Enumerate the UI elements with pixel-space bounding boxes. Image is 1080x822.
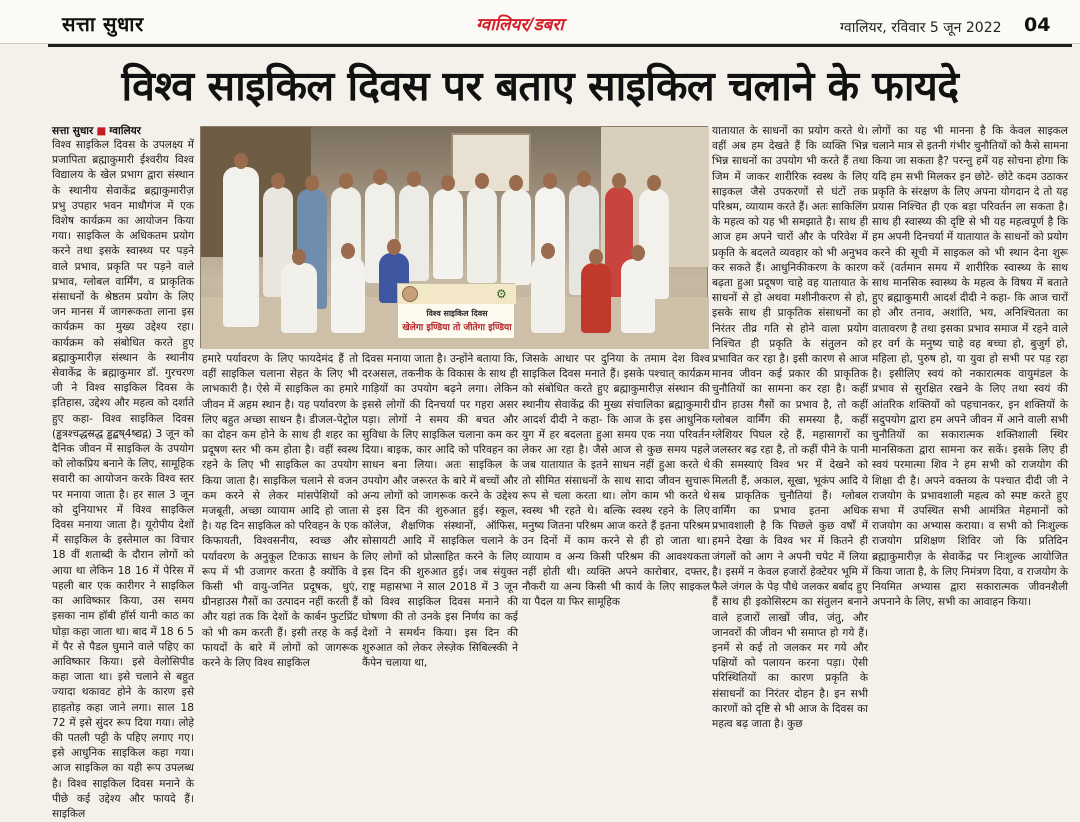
photo-person — [281, 263, 317, 333]
photo-person-head — [475, 173, 489, 189]
page-number: 04 — [1024, 14, 1051, 36]
photo-person — [581, 263, 611, 333]
dateline: ग्वालियर, रविवार 5 जून 2022 — [840, 20, 1002, 36]
article-column-4: जिसके आधार पर दुनिया के तमाम देश विश्व साइकिल दिवस मनाते हैं। इसके पश्चात् कार्यक्रम को संबोधित करते हुए ब्रह्माकुमारीज़ संस्थान की स्थानीय सेवाकेंद्र की मुख्य संचालिका ब्रह्माकुमारी आदर्श दीदी ने कहा- कि आज के इस आधुनिक युग में हर बदलता हुआ समय एक नया परिवर्तन लेकर आ रहा है। जैसे आज से कुछ समय पहले जब यातायात के इतने साधन नहीं हुआ करते थे तो सीमित संसाधनों के साथ सादा जीवन सुचारू रूप से चला करता था। लोग काम भी करते थे स्वस्थ भी रहते थे। बल्कि स्वस्थ रहने के लिए मनुष्य जितना परिश्रम आज करते हैं इतना परिश्रम उन दिनों में काम करने से ही हो जाता था। व्यायाम व अन्य किसी परिश्रम की आवश्यकता नहीं होती थी। व्यक्ति अपने कारोबार, दफ्तर, नौकरी या अन्य किसी भी कार्य के लिए साइकल या पैदल या फिर सामूहिक — [522, 353, 710, 609]
photo-person-head — [234, 153, 248, 169]
photo-person-head — [543, 173, 557, 189]
photo-person-head — [407, 171, 421, 187]
article-headline: विश्व साइकिल दिवस पर बताए साइकिल चलाने के फायदे — [121, 62, 959, 110]
photo-person-head — [292, 249, 306, 265]
page-header — [0, 0, 1080, 44]
article-column-6: लोगों का यह भी मानना है कि केवल साइकल चलाने मात्र से इतनी गंभीर चुनौतियों को कैसे सामना किया जा सकता है? परन्तु हमें यह सोचना होगा कि यदि हम सभी मिलकर इन छोटे- छोटे कदम उठाकर प्रकृति के संरक्षण के लिए अपना योगदान दे तो यह प्रयास निश्चित ही एक बड़ा परिवर्तन ला सकता है। साथ ही स्वास्थ्य की दृष्टि से भी यह महत्वपूर्ण है कि हम अपनी दिनचर्या में यातायात के साधनों को प्रयोग करने की सूची में साइकल को भी स्थान देना शुरू करें (वर्तमान समय में शारीरिक स्वास्थ्य के साथ साथ मानसिक स्वास्थ्य के महत्व के विषय में बताते हुए ब्रह्माकुमारी आदर्श दीदी ने कहा- कि आज चारों हो और तनाव, अशांति, भय, अनिश्चितता का वातावरण है तथा इसका प्रभाव समाज में रहने वाले हर वर्ग के मनुष्य चाहे वह बच्चा हो, बुजुर्ग हो, महिला हो, पुरुष हो, या युवा हो सभी पर पड़ रहा है। इसीलिए स्वयं को नकारात्मक वायुमंडल के प्रभाव से सुरक्षित रखने के लिए तथा स्वयं की आंतरिक शक्तियों को पहचानकर, इन शक्तियों के सदुपयोग द्वारा हम अपने जीवन में आने वाली सभी चुनौतियों का सकारात्मक शक्तिशाली स्थिर मानसिकता द्वारा सामना कर सकें। इसके लिए ही स्वयं परमात्मा शिव ने हम सभी को राजयोग की शिक्षा दी है। अपने वक्तव्य के पश्चात दीदी जी ने राजयोग के प्रभावशाली महत्व को स्पष्ट करते हुए सभा में उपस्थित सभी आमंत्रित मेहमानों को राजयोग का अभ्यास कराया। व सभी को निःशुल्क राजयोग प्रशिक्षण शिविर जो कि प्रतिदिन ब्रह्माकुमारीज़ के सेवाकेंद्र पर निःशुल्क आयोजित किया जाता है, के लिए निमंत्रण दिया, व राजयोग के नियमित अभ्यास द्वारा सकारात्मक जीवनशैली अपनाने के लिए, सभी का आवाहन किया। — [872, 125, 1068, 609]
photo-person-head — [373, 169, 387, 185]
photo-person-head — [305, 175, 319, 191]
photo-person-head — [612, 173, 626, 189]
photo-person — [433, 189, 463, 279]
photo-person — [467, 187, 497, 283]
photo-person-head — [577, 171, 591, 187]
photo-person — [621, 259, 655, 333]
banner-title: विश्व साइकिल दिवस — [426, 309, 488, 318]
photo-person-head — [631, 245, 645, 261]
photo-person-head — [441, 175, 455, 191]
byline-city: ग्वालियर — [109, 125, 141, 137]
header-rule — [48, 44, 1072, 47]
masthead-logo: सत्ता सुधार — [62, 12, 144, 36]
article-column-3: दिवस मनाया जाता है। उन्होंने बताया कि, दरअसल, तकनीक के विकास के साथ ही गाड़ियों का उपयोग बढ़ने लगा। लेकिन इससे लोगों की दिनचर्या पर गहरा असर पड़ा। लोगों ने समय की बचत और सुविधा के लिए साइकिल चलाना कम कर दिया। बाइक, कार आदि को परिवहन का साधन बना लिया। अतः साइकिल के उपयोग और जरूरत के बारे में बच्चों और अन्य लोगों को जागरूक करने के उद्देश्य से इस दिन की शुरुआत हुई। स्कूल, कॉलेज, शैक्षणिक संस्थानों, ऑफिस, सोसायटी आदि में साइकिल चलाने के लिए लोगों को प्रोत्साहित करने के लिए इस दिन की शुरुआत हुई। जब संयुक्त राष्ट्र महासभा ने साल 2018 में 3 जून को विश्व साइकिल दिवस मनाने की घोषणा की तो उनके इस निर्णय का कई देशों ने समर्थन किया। इस दिन की शुरुआत को लेकर लेस्ज़ेक सिबिल्स्की ने कैंपेन चलाया था, — [362, 353, 518, 670]
photo-person-head — [341, 243, 355, 259]
bicycle-icon: ⚙ — [496, 287, 507, 301]
photo-person-head — [387, 239, 401, 255]
photo-person-head — [541, 243, 555, 259]
photo-person-head — [271, 173, 285, 189]
photo-person-head — [647, 175, 661, 191]
photo-person-head — [589, 249, 603, 265]
byline-separator: ■ — [96, 125, 107, 137]
byline-source: सत्ता सुधार — [52, 125, 94, 137]
article-photo — [200, 126, 708, 348]
article-column-2: हमारे पर्यावरण के लिए फायदेमंद हैं तो वहीं साइकिल चलाना सेहत के लिए भी लाभकारी है। ऐसे में साइकिल का हमारे जीवन में अहम स्थान है। यह पर्यावरण के लिए बहुत अच्छा साधन है। डीजल-पेट्रोल का दोहन कम होने के साथ ही शहर का प्रदूषण स्तर भी कम होता है। वहीं स्वस्थ रहने के लिए भी साइकिल का उपयोग किया जाता है। साइकिल चलाने से वजन कम करने से लेकर मांसपेशियों को मजबूती, अच्छा व्यायाम आदि हो जाता है। यह दिन साइकिल को परिवहन के एक किफायती, विश्वसनीय, स्वच्छ और पर्यावरण के अनुकूल टिकाऊ साधन के रूप में भी उजागर करता है क्योंकि वे किसी भी वायु-जनित प्रदूषक, धुएं, ग्रीनहाउस गैसों का उत्पादन नहीं करती हैं और यहां तक कि देशों के कार्बन फुटप्रिंट को भी कम करती हैं। इसी तरह के कई फायदों के बारे में लोगों को जागरूक करने के लिए विश्व साइकिल — [202, 353, 358, 670]
photo-person-head — [339, 173, 353, 189]
photo-person-head — [509, 175, 523, 191]
banner-slogan: खेलेगा इण्डिया तो जीतेगा इण्डिया — [402, 323, 512, 333]
section-name: ग्वालियर/डबरा — [476, 15, 564, 35]
byline — [52, 124, 141, 138]
article-column-5: यातायात के साधनों का प्रयोग करते थे। वहीं अब हम देखते हैं कि व्यक्ति भिन्न भिन्न साधनों का उपयोग भी करते हैं तथा जिम में जाकर शारीरिक स्वस्थ के लिए साइकल जैसे उपकरणों से घंटों तक परिश्रम, व्यायाम करते हैं। अतः साकिलिंग के महत्व को यह भी समझाते है। साथ ही आज हम अपने चारों और के परिवेश में प्रकृति के बदलते व्यवहार को भी अनुभव कर सकते हैं। आधुनिकीकरण के कारण बढ़ता हुआ प्रदूषण चाहे वह यातायात के साधनों से हो अथवा मशीनीकरण से हो, इसके साथ ही प्राकृतिक संसाधनों का निरंतर तीव्र गति से होने वाला प्रयोग निश्चित ही प्रकृति के संतुलन को प्रभावित कर रहा है। इसी कारण से आज मानव जीवन कई प्रकार की प्राकृतिक चुनौतियों का सामना कर रहा है। कहीं ग्रीन हाउस गैसों का प्रभाव है, तो कहीं ग्लोबल वार्मिंग की समस्या है, कहीं ग्लेशियर पिघल रहे हैं, महासागरों का जलस्तर बढ़ रहा है, तो कहीं पीने के पानी की समस्याएं विश्व भर में देखने को मिलती हैं, अकाल, सूखा, भूकंप आदि ये सब प्राकृतिक चुनौतियां हैं। ग्लोबल वार्मिंग का प्रभाव इतना अधिक प्रभावशाली है कि पिछले कुछ वर्षों में हमने देखा के विश्व भर में कितने ही जंगलों को आग ने अपनी चपेट में लिया है। इसमें न केवल हजारों हेक्टेयर भूमि में फैले जंगल के पेड़ पौधे जलकर बर्बाद हुए हैं साथ ही इकोसिस्टम का संतुलन बनाने वाले हजारों लाखों जीव, जंतु, और जानवरों की जीवन भी समाप्त हो गये हैं। इनमें से कई तो जलकर मर गये और पक्षियों को पलायन करना पड़ा। ऐसी परिस्थितियों का कारण प्रकृति के संसाधनों का निरंतर दोहन है। इन सभी कारणों को दृष्टि से भी आज के दिवस का महत्व बढ़ जाता है। कुछ — [712, 125, 868, 730]
photo-person — [223, 167, 259, 327]
article-column-1: विश्व साइकिल दिवस के उपलक्ष्य में प्रजापिता ब्रह्माकुमारी ईश्वरीय विश्व विद्यालय के खेल प्रभाग द्वारा संस्थान के स्थानीय सेवाकेंद्र ब्रह्माकुमारीज़ प्रभु उपहार भवन माधौगंज में एक विशेष कार्यक्रम का आयोजन किया गया। साइकिल के अधिकतम प्रयोग करने तथा इसके स्वास्थ्य पर पड़ने वाले प्रभाव, प्रकृति पर पड़ने वाले प्रभाव, ग्लोबल वार्मिंग, व प्राकृतिक संसाधनों के श्रेष्ठतम प्रयोग के लिए जन मानस में जागरूकता लाना इस कार्यक्रम का मुख्य उद्देश्य रहा। कार्यक्रम को संबोधित करते हुए ब्रह्माकुमारीज़ संस्थान के स्थानीय सेवाकेंद्र के ब्रह्माकुमार डॉ. गुरचरण जी ने विश्व साइकिल दिवस के इतिहास, उद्देश्य और महत्व को दर्शाते हुए कहा- विश्व साइकिल दिवस (ड्ढत्रश्चद्धस्रद्ध ड्ढद्बष्4ष्द्यद्ग) 3 जून को दैनिक जीवन में साइकिल के उपयोग को लोकप्रिय बनाने के लिए, सामूहिक सवारी का आयोजन करके विश्व स्तर पर मनाया जाता है। हर साल 3 जून को दुनियाभर में विश्व साइकिल दिवस मनाया जाता है। यूरोपीय देशों में साइकिल के इस्तेमाल का विचार 18 वीं शताब्दी के दौरान लोगों को आया था लेकिन 18 16 में पेरिस में पहली बार एक कारीगर ने साइकिल का आविष्कार किया, उस समय इसका नाम हॉबी हॉर्स यानी काठ का घोड़ा कहा जाता था। बाद में 18 6 5 में पैर से पैडल घुमाने वाले पहिए का आविष्कार किया। इसे वेलोसिपीड कहा जाता था। इसे चलाने से बहुत ज्यादा थकावट होने के कारण इसे हाड़तोड़ कहा जाने लगा। साल 18 72 में इसे सुंदर रूप दिया गया। लोहे की पतली पट्टी के पहिए लगाए गए। इसे आधुनिक साइकिल कहा गया। आज साइकिल का यही रूप उपलब्ध है। विश्व साइकिल दिवस मनाने के पीछे कई उद्देश्य और फायदे हैं। साइकिल — [52, 139, 194, 820]
banner-portrait — [402, 286, 418, 302]
photo-person — [501, 189, 531, 285]
photo-person — [331, 257, 365, 333]
photo-banner — [397, 283, 515, 339]
photo-person — [531, 257, 565, 333]
